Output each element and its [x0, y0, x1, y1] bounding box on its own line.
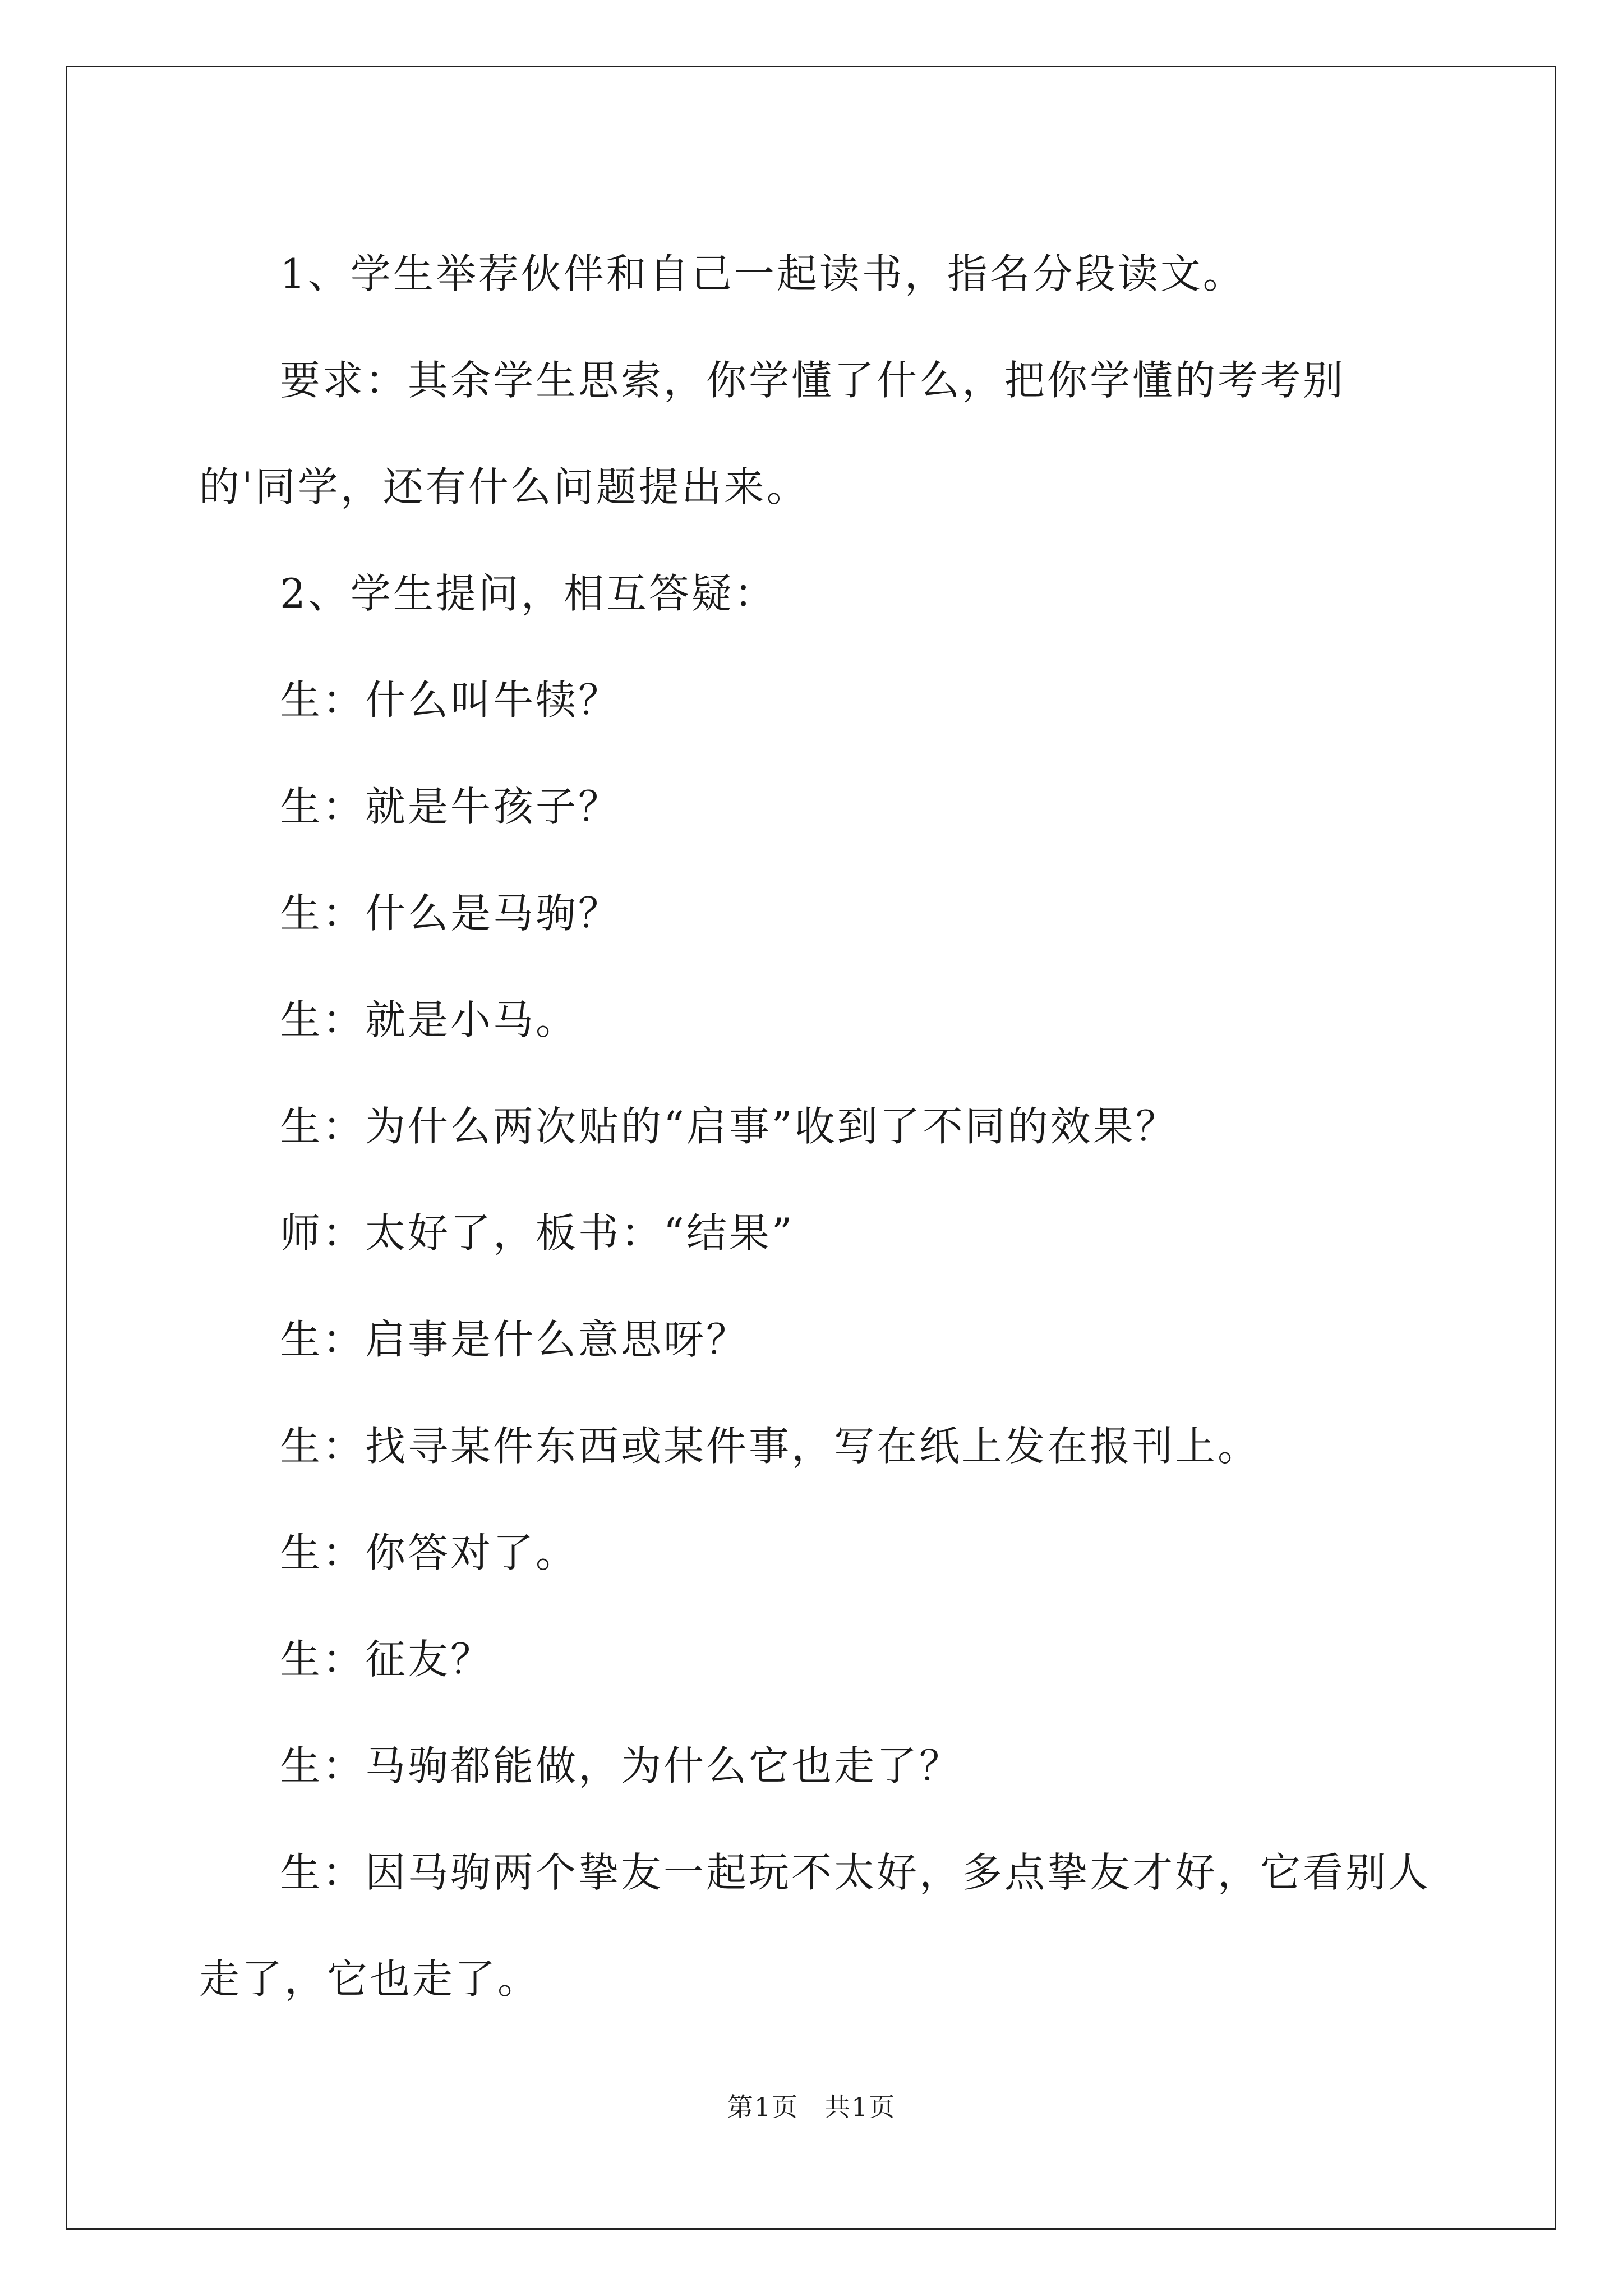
paragraph: 要求：其余学生思索，你学懂了什么，把你学懂的考考别的'同学，还有什么问题提出来。 [199, 357, 1346, 510]
paragraph: 生：因马驹两个挚友一起玩不太好，多点挚友才好，它看别人走了，它也走了。 [199, 1849, 1431, 2003]
paragraph: 生：你答对了。 [280, 1529, 579, 1576]
page-footer [0, 2087, 1623, 2124]
paragraph: 1、学生举荐伙伴和自己一起读书，指名分段读文。 [280, 250, 1246, 297]
paragraph: 生：启事是什么意思呀？ [280, 1316, 749, 1363]
document-body [199, 220, 1438, 2032]
paragraph: 生：什么是马驹？ [280, 890, 621, 937]
paragraph: 师：太好了，板书：“结果” [280, 1209, 795, 1257]
paragraph: 生：就是牛孩子？ [280, 783, 621, 830]
paragraph: 2、学生提问，相互答疑： [280, 570, 777, 617]
paragraph: 生：征友？ [280, 1636, 494, 1683]
paragraph: 生：找寻某件东西或某件事，写在纸上发在报刊上。 [280, 1423, 1261, 1470]
paragraph: 生：就是小马。 [280, 996, 579, 1043]
paragraph: 生：什么叫牛犊？ [280, 677, 621, 724]
page-number-current: 第1页 [727, 2092, 799, 2122]
paragraph: 生：马驹都能做，为什么它也走了？ [280, 1742, 962, 1789]
paragraph: 生：为什么两次贴的“启事”收到了不同的效果？ [280, 1103, 1178, 1150]
page-number-total: 共1页 [824, 2092, 896, 2122]
